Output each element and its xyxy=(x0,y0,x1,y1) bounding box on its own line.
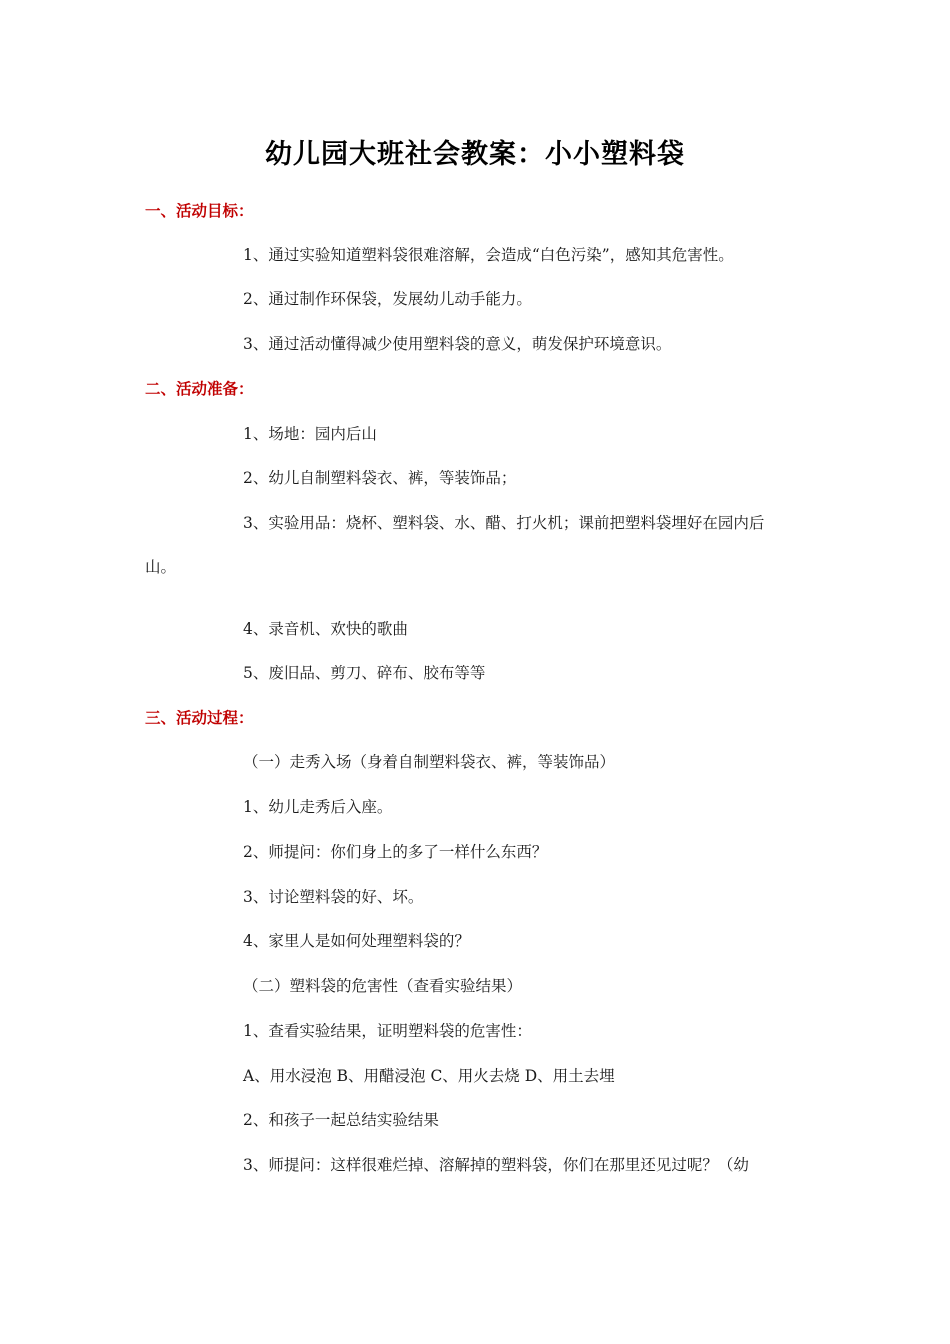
process-item: 1、查看实验结果，证明塑料袋的危害性： xyxy=(243,1022,532,1040)
process-item: 1、幼儿走秀后入座。 xyxy=(243,798,393,816)
process-subheading: （一）走秀入场（身着自制塑料袋衣、裤，等装饰品） xyxy=(243,753,616,771)
preparation-item: 3、实验用品：烧杯、塑料袋、水、醋、打火机；课前把塑料袋埋好在园内后 xyxy=(243,514,765,532)
document-title: 幼儿园大班社会教案：小小塑料袋 xyxy=(265,139,685,170)
process-item: 4、家里人是如何处理塑料袋的？ xyxy=(243,932,470,950)
process-item: 3、师提问：这样很难烂掉、溶解掉的塑料袋，你们在那里还见过呢？（幼 xyxy=(243,1156,749,1174)
goal-item: 2、通过制作环保袋，发展幼儿动手能力。 xyxy=(243,290,532,308)
section-heading-preparation: 二、活动准备： xyxy=(145,380,254,398)
section-heading-goals: 一、活动目标： xyxy=(145,202,254,220)
process-item: 2、师提问：你们身上的多了一样什么东西？ xyxy=(243,843,548,861)
preparation-item: 4、录音机、欢快的歌曲 xyxy=(243,620,408,638)
goal-item: 1、通过实验知道塑料袋很难溶解，会造成“白色污染”，感知其危害性。 xyxy=(243,246,734,264)
preparation-item: 5、废旧品、剪刀、碎布、胶布等等 xyxy=(243,664,486,682)
process-item: 3、讨论塑料袋的好、坏。 xyxy=(243,888,424,906)
section-heading-process: 三、活动过程： xyxy=(145,709,254,727)
preparation-item: 1、场地：园内后山 xyxy=(243,425,377,443)
preparation-item: 2、幼儿自制塑料袋衣、裤，等装饰品； xyxy=(243,469,517,487)
process-item: 2、和孩子一起总结实验结果 xyxy=(243,1111,439,1129)
goal-item: 3、通过活动懂得减少使用塑料袋的意义，萌发保护环境意识。 xyxy=(243,335,672,353)
process-item: A、用水浸泡 B、用醋浸泡 C、用火去烧 D、用土去埋 xyxy=(243,1067,615,1085)
preparation-item-continuation: 山。 xyxy=(145,558,177,576)
process-subheading: （二）塑料袋的危害性（查看实验结果） xyxy=(243,977,523,995)
